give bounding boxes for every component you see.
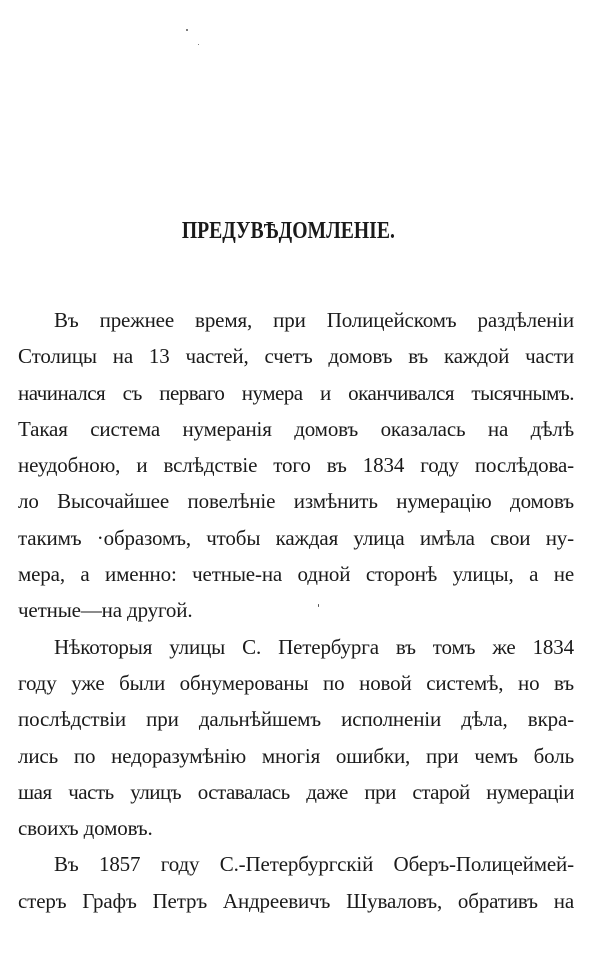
text-line: году уже были обнумерованы по новой системѣ, но въ [18,670,574,695]
text-line: Въ 1857 году С.-Петербургскій Оберъ-Полицеймей- [54,852,574,877]
text-line: ло Высочайшее повелѣніе измѣнить нумерацію домовъ [18,489,574,514]
text-line: Такая система нумеранія домовъ оказалась на дѣлѣ [18,416,574,441]
text-line: стеръ Графъ Петръ Андреевичъ Шуваловъ, обративъ на [18,888,574,913]
text-line: неудобною, и вслѣдствіе того въ 1834 году послѣдова- [18,453,574,478]
text-line: своихъ домовъ. [18,816,153,841]
text-line: Въ прежнее время, при Полицейскомъ раздѣленіи [54,308,574,332]
text-line: Нѣкоторыя улицы С. Петербурга въ томъ же 1834 [54,634,574,659]
text-line: лись по недоразумѣнію многія ошибки, при чемъ боль [18,743,574,768]
text-line: такимъ ·образомъ, чтобы каждая улица имѣла свои ну- [18,525,574,550]
print-speck [186,29,188,31]
text-line: мера, а именно: четные-на одной сторонѣ улицы, а не [18,562,574,587]
text-line: четные—на другой. [18,598,193,623]
text-line: шая часть улицъ оставалась даже при старой нумераціи [18,779,574,804]
print-speck [198,44,199,45]
text-line: послѣдствіи при дальнѣйшемъ исполненіи дѣла, вкра- [18,707,574,732]
body-text [18,302,574,919]
page-title: ПРЕДУВѢДОМЛЕНІЕ. [181,218,395,244]
text-line: Столицы на 13 частей, счетъ домовъ въ каждой части [18,344,574,369]
text-line: начинался съ перваго нумера и оканчивался тысячнымъ. [18,380,574,405]
